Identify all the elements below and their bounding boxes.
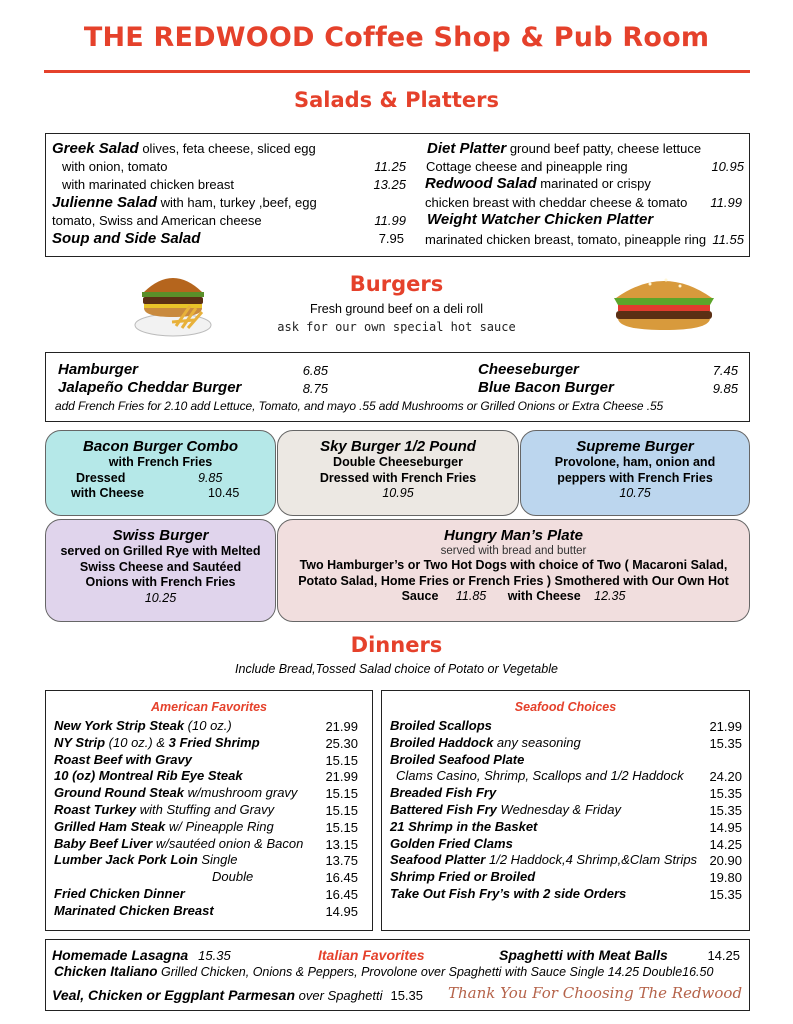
burger-fries-icon: [132, 262, 214, 338]
card-sky-price: 10.95: [382, 486, 414, 500]
card-bacon-line1: with French Fries: [108, 455, 213, 469]
card-hungry-subtitle: served with bread and butter: [440, 545, 587, 557]
menu-item: Broiled Seafood Plate: [390, 751, 525, 767]
card-hungry-line2: Potato Salad, Home Fries or French Fries ) Smothered with Our Own Hot: [298, 573, 729, 588]
salad-greek: Greek Salad olives, feta cheese, sliced egg: [52, 140, 316, 157]
italian-parmesan: Veal, Chicken or Eggplant Parmesan over Spaghetti 15.35: [52, 987, 424, 1003]
american-favorites-title: American Favorites: [150, 700, 268, 714]
menu-item-price: 15.35: [709, 735, 742, 751]
menu-item-price: 20.90: [709, 853, 742, 869]
menu-item-price: 24.20: [709, 769, 742, 785]
menu-item-price: 19.80: [709, 870, 742, 886]
card-hungry-cheese: with Cheese: [507, 589, 581, 603]
salad-julienne-line2: tomato, Swiss and American cheese: [52, 213, 262, 228]
salad-soup-price: 7.95: [378, 231, 404, 246]
menu-item: Roast Turkey with Stuffing and Gravy: [54, 802, 275, 817]
menu-item-price: 13.75: [325, 853, 358, 869]
menu-item: 10 (oz) Montreal Rib Eye Steak: [54, 768, 243, 784]
menu-item-price: 15.15: [325, 819, 358, 835]
menu-item: Lumber Jack Pork Loin Single: [54, 852, 238, 868]
card-swiss-line3: Onions with French Fries: [85, 575, 236, 589]
card-supreme-price: 10.75: [619, 486, 651, 500]
page-title: THE REDWOOD Coffee Shop & Pub Room: [83, 22, 710, 53]
card-hungry-line3: [278, 589, 749, 605]
salad-redwood-line2: chicken breast with cheddar cheese & tomato: [425, 195, 688, 210]
menu-item-price: 15.35: [709, 803, 742, 818]
burger-icon: [610, 268, 718, 336]
card-bacon-dressed-price: 9.85: [198, 470, 223, 485]
burger-addons: add French Fries for 2.10 add Lettuce, Tomato, and mayo .55 add Mushrooms or Grilled Onions or Extra Cheese .55: [55, 399, 664, 413]
seafood-choices-title: Seafood Choices: [514, 700, 617, 714]
menu-item: Baby Beef Liver w/sautéed onion & Bacon: [54, 835, 304, 851]
menu-item: Ground Round Steak w/mushroom gravy: [54, 785, 298, 801]
card-supreme-line1: Provolone, ham, onion and: [554, 455, 716, 469]
thank-you-note: Thank You For Choosing The Redwood: [448, 984, 743, 1002]
menu-item-price: 21.99: [325, 769, 358, 785]
burger-jalapeno: Jalapeño Cheddar Burger: [58, 379, 242, 396]
salad-redwood-price: 11.99: [710, 195, 742, 210]
menu-item-price: 15.35: [709, 786, 742, 802]
card-swiss-title: Swiss Burger: [112, 527, 209, 544]
italian-lasagna: Homemade Lasagna 15.35: [52, 947, 231, 963]
card-bacon-dressed: Dressed: [76, 470, 126, 485]
burgers-heading: Burgers: [349, 272, 444, 296]
salad-greek-price: 11.25: [374, 159, 406, 174]
menu-item: 21 Shrimp in the Basket: [390, 818, 538, 834]
platter-weight-watcher-price: 11.55: [712, 232, 744, 247]
menu-item: Fried Chicken Dinner: [54, 886, 185, 901]
card-bacon-burger-combo: [45, 430, 276, 516]
menu-item: Roast Beef with Gravy: [54, 751, 192, 767]
salad-greek-line2: with onion, tomato: [62, 159, 168, 174]
menu-item-price: 15.15: [325, 803, 358, 818]
card-hungry-cheese-price: 12.35: [594, 589, 626, 603]
card-hungry-sauce: Sauce: [401, 589, 439, 603]
platter-diet: Diet Platter ground beef patty, cheese lettuce: [427, 140, 702, 157]
menu-item-price: 14.95: [709, 819, 742, 835]
card-sky-line2: Dressed with French Fries: [319, 470, 477, 485]
card-swiss-burger: [45, 519, 276, 622]
card-supreme-burger: [520, 430, 750, 516]
menu-item: Shrimp Fried or Broiled: [390, 869, 536, 885]
card-bacon-cheese: with Cheese: [71, 486, 144, 500]
salad-redwood: Redwood Salad marinated or crispy: [425, 175, 651, 192]
menu-item-price: 21.99: [325, 719, 358, 734]
card-bacon-title: Bacon Burger Combo: [82, 438, 238, 455]
burger-blue-bacon-price: 9.85: [712, 381, 738, 396]
american-favorites-box: [45, 690, 373, 931]
card-swiss-price: 10.25: [144, 590, 177, 605]
menu-item-price: 15.35: [709, 887, 742, 902]
burger-blue-bacon: Blue Bacon Burger: [478, 379, 614, 396]
italian-spaghetti-price: 14.25: [707, 948, 740, 963]
card-sky-burger: [277, 430, 519, 516]
salad-greek-chicken-price: 13.25: [373, 177, 406, 192]
card-sky-title: Sky Burger 1/2 Pound: [320, 438, 476, 455]
salads-heading: Salads & Platters: [293, 88, 500, 112]
menu-item: Clams Casino, Shrimp, Scallops and 1/2 Haddock: [396, 768, 684, 784]
dinners-heading: Dinners: [350, 633, 443, 657]
menu-item-price: 14.25: [709, 836, 742, 852]
card-hungry-mans-plate: [277, 519, 750, 622]
card-hungry-title: Hungry Man’s Plate: [444, 527, 583, 544]
platter-diet-price: 10.95: [711, 159, 744, 174]
burger-cheeseburger-price: 7.45: [712, 363, 738, 378]
menu-item: Golden Fried Clams: [390, 835, 513, 851]
burgers-box: [45, 352, 750, 422]
burger-hamburger: Hamburger: [58, 361, 139, 378]
platter-diet-line2: Cottage cheese and pineapple ring: [426, 159, 628, 174]
menu-item: Broiled Haddock any seasoning: [390, 734, 581, 750]
card-swiss-line2: Swiss Cheese and Sautéed: [79, 559, 242, 574]
menu-item-price: 16.45: [325, 887, 358, 902]
dinners-subtitle: Include Bread,Tossed Salad choice of Potato or Vegetable: [235, 662, 558, 676]
menu-item-price: 21.99: [709, 719, 742, 734]
card-hungry-price: 11.85: [455, 589, 487, 603]
salad-julienne: Julienne Salad with ham, turkey ,beef, egg: [52, 194, 317, 211]
salad-greek-chicken: with marinated chicken breast: [62, 177, 234, 192]
card-hungry-line1: Two Hamburger’s or Two Hot Dogs with choice of Two ( Macaroni Salad,: [299, 558, 728, 572]
menu-item: Marinated Chicken Breast: [54, 902, 214, 918]
italian-chicken: Chicken Italiano Grilled Chicken, Onions & Peppers, Provolone over Spaghetti with Sauce Single 14.25 Double16.50: [54, 964, 714, 979]
italian-favorites-title: Italian Favorites: [318, 947, 425, 963]
menu-item-price: 15.15: [325, 786, 358, 802]
card-swiss-line1: served on Grilled Rye with Melted: [60, 544, 261, 558]
menu-item: NY Strip (10 oz.) & 3 Fried Shrimp: [54, 734, 260, 750]
burger-cheeseburger: Cheeseburger: [478, 361, 579, 378]
card-bacon-cheese-price: 10.45: [208, 486, 240, 500]
italian-spaghetti: Spaghetti with Meat Balls: [499, 947, 668, 963]
menu-item: Breaded Fish Fry: [390, 785, 497, 801]
burgers-hot-sauce-note: ask for our own special hot sauce: [277, 320, 516, 334]
italian-box: [45, 939, 750, 1011]
menu-item: New York Strip Steak (10 oz.): [54, 718, 232, 733]
menu-item: Broiled Scallops: [390, 718, 492, 733]
menu-item-price: 14.95: [325, 903, 358, 919]
menu-item: Take Out Fish Fry’s with 2 side Orders: [390, 886, 627, 901]
salad-julienne-price: 11.99: [374, 213, 406, 228]
menu-item: Seafood Platter 1/2 Haddock,4 Shrimp,&Clam Strips: [390, 852, 698, 868]
card-sky-line1: Double Cheeseburger: [333, 455, 463, 469]
platter-weight-watcher: Weight Watcher Chicken Platter: [427, 211, 654, 228]
title-divider: [44, 70, 750, 73]
menu-item-price: 15.15: [325, 752, 358, 768]
burgers-tagline: Fresh ground beef on a deli roll: [309, 302, 484, 316]
seafood-choices-box: [381, 690, 750, 931]
salads-box: [45, 133, 750, 257]
menu-item: Double: [212, 869, 254, 885]
salad-soup: Soup and Side Salad: [52, 230, 201, 247]
card-supreme-line2: peppers with French Fries: [557, 470, 713, 485]
platter-weight-watcher-line2: marinated chicken breast, tomato, pineapple ring: [425, 232, 707, 247]
card-supreme-title: Supreme Burger: [576, 438, 694, 455]
menu-item: Grilled Ham Steak w/ Pineapple Ring: [54, 818, 274, 834]
burger-hamburger-price: 6.85: [302, 363, 328, 378]
menu-item-price: 13.15: [325, 836, 358, 852]
menu-item-price: 25.30: [325, 735, 358, 751]
menu-item-price: 16.45: [325, 870, 358, 886]
menu-item: Battered Fish Fry Wednesday & Friday: [390, 802, 621, 817]
burger-jalapeno-price: 8.75: [302, 381, 328, 396]
